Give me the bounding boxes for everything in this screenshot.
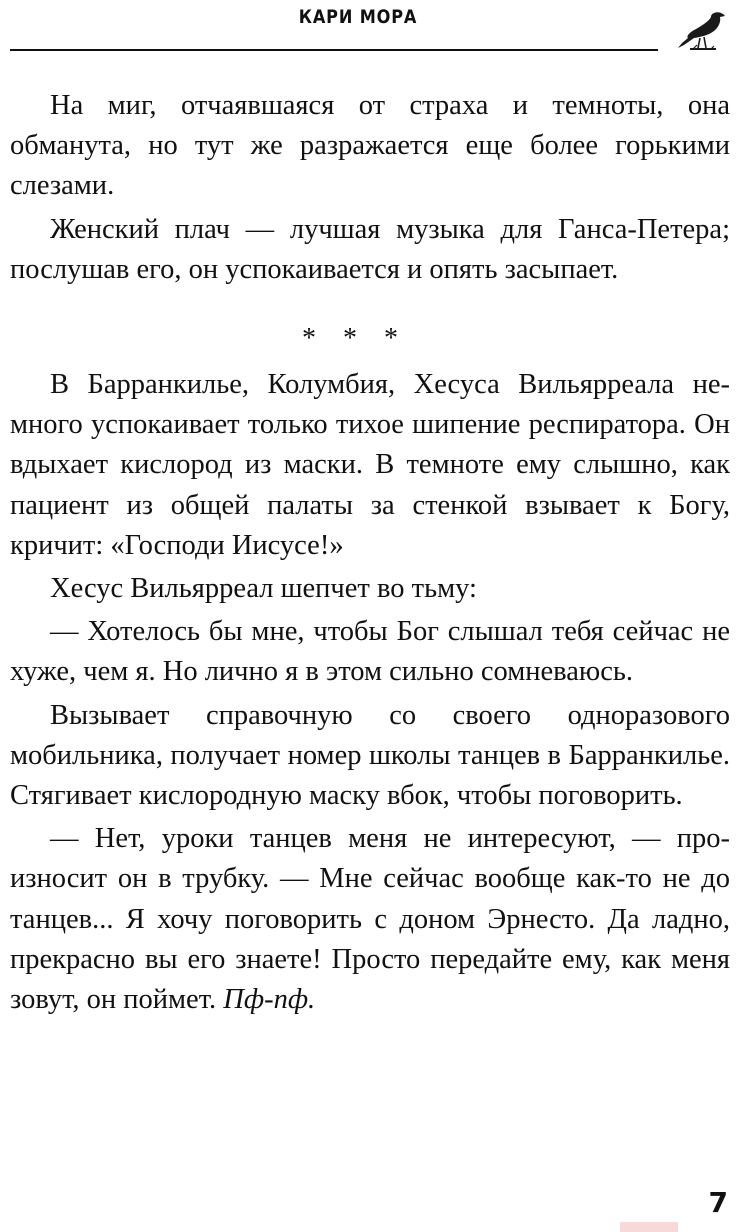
paragraph: В Барранкилье, Колумбия, Хесуса Вильярреала немного успокаивает только тихое шипение респиратора. Он вдыхает кислород из маски. В темноте ему слышно, как пациент из общей палаты за стенкой взывает к Богу, кричит: «Господи Иисусе!» <box>10 369 730 561</box>
paragraph-last <box>10 819 730 1020</box>
italic-phrase: Пф-пф. <box>223 984 316 1016</box>
page-number: 7 <box>708 1186 728 1219</box>
page-edge-mark <box>620 1222 678 1232</box>
raven-icon <box>676 8 728 54</box>
page-header <box>0 0 736 60</box>
paragraph: На миг, отчаявшаяся от страха и темноты, она обманута, но тут же разражается еще более горькими слезами. <box>10 90 730 202</box>
header-rule <box>10 49 658 51</box>
running-title: КАРИ МОРА <box>298 6 418 28</box>
paragraph-text: — Нет, уроки танцев меня не интересуют, — произносит он в трубку. — Мне сейчас вообще как-то не до танцев... Я хочу поговорить с доном Эрнесто. Да ладно, прекрасно вы его знаете! Просто передайте ему, как меня зовут, он поймет. <box>10 823 730 1016</box>
paragraph: — Хотелось бы мне, чтобы Бог слышал тебя сейчас не хуже, чем я. Но лично я в этом сильно сомневаюсь. <box>10 616 730 688</box>
section-separator: * * * <box>302 323 408 355</box>
paragraph: Хесус Вильярреал шепчет во тьму: <box>50 573 477 605</box>
paragraph: Женский плач — лучшая музыка для Ганса-Петера; послушав его, он успокаивается и опять засыпает. <box>10 213 730 285</box>
paragraph: Вызывает справочную со своего одноразового мобильника, получает номер школы танцев в Барранкилье. Стягивает кислородную маску вбок, чтобы поговорить. <box>10 699 730 812</box>
page-text <box>10 86 730 1020</box>
